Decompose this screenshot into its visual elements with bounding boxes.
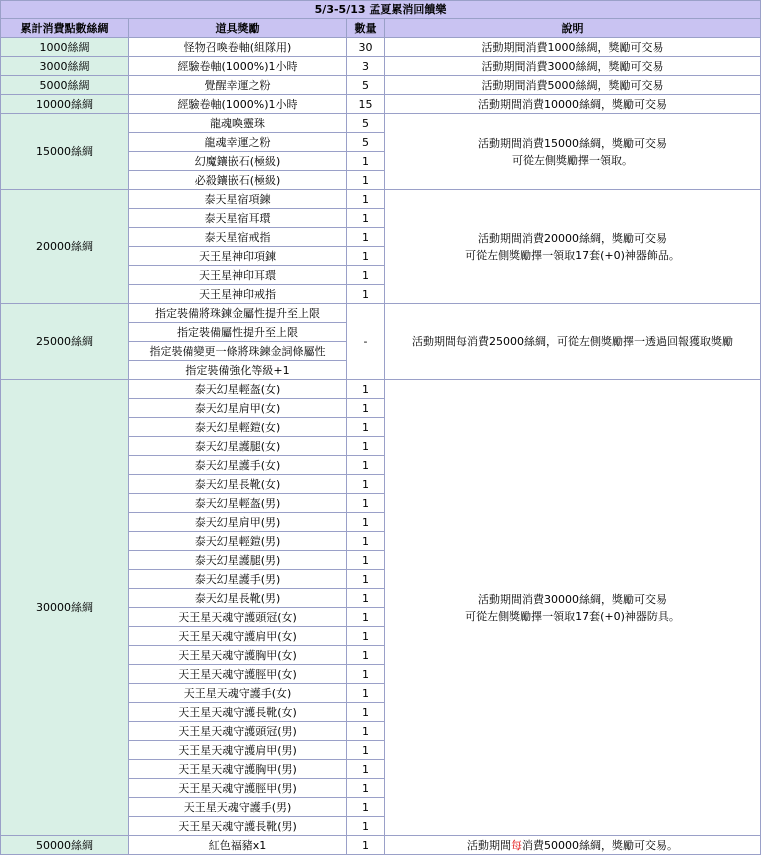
tier-cell: 30000絲綢 — [1, 380, 129, 836]
item-cell: 泰天幻星長靴(男) — [129, 589, 347, 608]
desc-line: 可從左側獎勵擇一領取17套(+0)神器飾品。 — [465, 248, 680, 262]
item-cell: 泰天幻星輕鎧(男) — [129, 532, 347, 551]
qty-cell: 1 — [347, 247, 385, 266]
desc-line: 活動期間每消費25000絲綢，可從左側獎勵擇一透過回報獲取獎勵 — [412, 335, 733, 348]
qty-cell: 1 — [347, 437, 385, 456]
item-cell: 龍魂幸運之粉 — [129, 133, 347, 152]
item-cell: 泰天幻星護手(女) — [129, 456, 347, 475]
qty-cell: 1 — [347, 570, 385, 589]
desc-highlight: 每 — [511, 838, 522, 852]
qty-cell: 1 — [347, 266, 385, 285]
qty-cell: 1 — [347, 532, 385, 551]
item-cell: 天王星神印耳環 — [129, 266, 347, 285]
qty-cell: 1 — [347, 228, 385, 247]
item-cell: 泰天幻星輕盔(男) — [129, 494, 347, 513]
table-row — [1, 190, 761, 209]
item-cell: 覺醒幸運之粉 — [129, 76, 347, 95]
table-row — [1, 836, 761, 855]
tier-cell: 10000絲綢 — [1, 95, 129, 114]
item-cell: 指定裝備屬性提升至上限 — [129, 323, 347, 342]
qty-cell: 5 — [347, 133, 385, 152]
qty-cell: 1 — [347, 608, 385, 627]
qty-cell: 1 — [347, 171, 385, 190]
table-row — [1, 57, 761, 76]
qty-cell: 1 — [347, 551, 385, 570]
qty-cell: - — [347, 304, 385, 380]
tier-cell: 50000絲綢 — [1, 836, 129, 855]
qty-cell: 1 — [347, 779, 385, 798]
desc-part: 活動期間 — [467, 838, 511, 852]
desc-line: 可從左側獎勵擇一領取17套(+0)神器防具。 — [465, 609, 680, 623]
item-cell: 指定裝備變更一條將珠鍊金詞條屬性 — [129, 342, 347, 361]
qty-cell: 1 — [347, 684, 385, 703]
item-cell: 泰天幻星護腿(男) — [129, 551, 347, 570]
item-cell: 指定裝備將珠鍊金屬性提升至上限 — [129, 304, 347, 323]
qty-cell: 1 — [347, 760, 385, 779]
reward-body — [1, 38, 761, 855]
qty-cell: 1 — [347, 475, 385, 494]
item-cell: 龍魂喚靈珠 — [129, 114, 347, 133]
table-row — [1, 114, 761, 133]
tier-cell: 20000絲綢 — [1, 190, 129, 304]
qty-cell: 5 — [347, 76, 385, 95]
item-cell: 泰天幻星護腿(女) — [129, 437, 347, 456]
qty-cell: 1 — [347, 152, 385, 171]
desc-cell — [385, 114, 761, 190]
desc-line: 活動期間消費15000絲綢，獎勵可交易 — [478, 136, 667, 150]
item-cell: 泰天星宿項鍊 — [129, 190, 347, 209]
item-cell: 天王星天魂守護頭冠(女) — [129, 608, 347, 627]
qty-cell: 1 — [347, 836, 385, 855]
table-row — [1, 95, 761, 114]
desc-line: 活動期間消費1000絲綢，獎勵可交易 — [481, 40, 664, 54]
header-tier: 累計消費點數絲綢 — [1, 19, 129, 38]
table-title: 5/3-5/13 孟夏累消回饋樂 — [1, 1, 761, 19]
table-row — [1, 76, 761, 95]
item-cell: 泰天幻星肩甲(女) — [129, 399, 347, 418]
qty-cell: 1 — [347, 285, 385, 304]
desc-line: 活動期間消費30000絲綢，獎勵可交易 — [478, 592, 667, 606]
qty-cell: 1 — [347, 209, 385, 228]
item-cell: 天王星神印項鍊 — [129, 247, 347, 266]
desc-cell — [385, 38, 761, 57]
desc-line: 活動期間消費10000絲綢，獎勵可交易 — [478, 97, 667, 111]
item-cell: 經驗卷軸(1000%)1小時 — [129, 57, 347, 76]
desc-cell — [385, 95, 761, 114]
table-row — [1, 38, 761, 57]
header-qty: 數量 — [347, 19, 385, 38]
item-cell: 天王星神印戒指 — [129, 285, 347, 304]
tier-cell: 1000絲綢 — [1, 38, 129, 57]
item-cell: 指定裝備強化等級+1 — [129, 361, 347, 380]
header-desc: 說明 — [385, 19, 761, 38]
item-cell: 泰天星宿耳環 — [129, 209, 347, 228]
item-cell: 天王星天魂守護長靴(男) — [129, 817, 347, 836]
item-cell: 天王星天魂守護肩甲(男) — [129, 741, 347, 760]
item-cell: 泰天幻星輕鎧(女) — [129, 418, 347, 437]
item-cell: 泰天幻星長靴(女) — [129, 475, 347, 494]
item-cell: 經驗卷軸(1000%)1小時 — [129, 95, 347, 114]
desc-cell — [385, 76, 761, 95]
item-cell: 怪物召喚卷軸(組隊用) — [129, 38, 347, 57]
item-cell: 天王星天魂守護脛甲(女) — [129, 665, 347, 684]
qty-cell: 3 — [347, 57, 385, 76]
qty-cell: 1 — [347, 513, 385, 532]
qty-cell: 1 — [347, 722, 385, 741]
desc-line: 活動期間消費5000絲綢，獎勵可交易 — [481, 78, 664, 92]
tier-cell: 25000絲綢 — [1, 304, 129, 380]
table-row — [1, 380, 761, 399]
qty-cell: 5 — [347, 114, 385, 133]
qty-cell: 30 — [347, 38, 385, 57]
qty-cell: 1 — [347, 190, 385, 209]
tier-cell: 3000絲綢 — [1, 57, 129, 76]
desc-cell — [385, 190, 761, 304]
qty-cell: 1 — [347, 627, 385, 646]
qty-cell: 1 — [347, 418, 385, 437]
header-row — [1, 19, 761, 38]
title-row — [1, 1, 761, 19]
desc-cell — [385, 836, 761, 855]
qty-cell: 1 — [347, 494, 385, 513]
qty-cell: 1 — [347, 646, 385, 665]
qty-cell: 1 — [347, 817, 385, 836]
item-cell: 泰天幻星輕盔(女) — [129, 380, 347, 399]
item-cell: 天王星天魂守護胸甲(女) — [129, 646, 347, 665]
header-item: 道具獎勵 — [129, 19, 347, 38]
item-cell: 天王星天魂守護長靴(女) — [129, 703, 347, 722]
qty-cell: 1 — [347, 380, 385, 399]
qty-cell: 1 — [347, 703, 385, 722]
tier-cell: 5000絲綢 — [1, 76, 129, 95]
item-cell: 天王星天魂守護手(女) — [129, 684, 347, 703]
table-row — [1, 304, 761, 323]
desc-cell — [385, 304, 761, 380]
desc-cell — [385, 57, 761, 76]
qty-cell: 1 — [347, 456, 385, 475]
qty-cell: 1 — [347, 399, 385, 418]
item-cell: 天王星天魂守護肩甲(女) — [129, 627, 347, 646]
desc-line: 可從左側獎勵擇一領取。 — [512, 153, 633, 167]
desc-cell — [385, 380, 761, 836]
desc-line: 活動期間消費20000絲綢，獎勵可交易 — [478, 231, 667, 245]
desc-part: 消費50000絲綢，獎勵可交易。 — [522, 838, 678, 852]
item-cell: 泰天幻星肩甲(男) — [129, 513, 347, 532]
item-cell: 天王星天魂守護手(男) — [129, 798, 347, 817]
item-cell: 泰天星宿戒指 — [129, 228, 347, 247]
qty-cell: 1 — [347, 798, 385, 817]
item-cell: 天王星天魂守護胸甲(男) — [129, 760, 347, 779]
item-cell: 天王星天魂守護頭冠(男) — [129, 722, 347, 741]
item-cell: 幻魔鑲嵌石(極級) — [129, 152, 347, 171]
qty-cell: 1 — [347, 741, 385, 760]
qty-cell: 1 — [347, 589, 385, 608]
qty-cell: 1 — [347, 665, 385, 684]
item-cell: 天王星天魂守護脛甲(男) — [129, 779, 347, 798]
qty-cell: 15 — [347, 95, 385, 114]
item-cell: 紅色福豬x1 — [129, 836, 347, 855]
tier-cell: 15000絲綢 — [1, 114, 129, 190]
desc-line: 活動期間消費3000絲綢，獎勵可交易 — [481, 59, 664, 73]
item-cell: 泰天幻星護手(男) — [129, 570, 347, 589]
item-cell: 必殺鑲嵌石(極級) — [129, 171, 347, 190]
